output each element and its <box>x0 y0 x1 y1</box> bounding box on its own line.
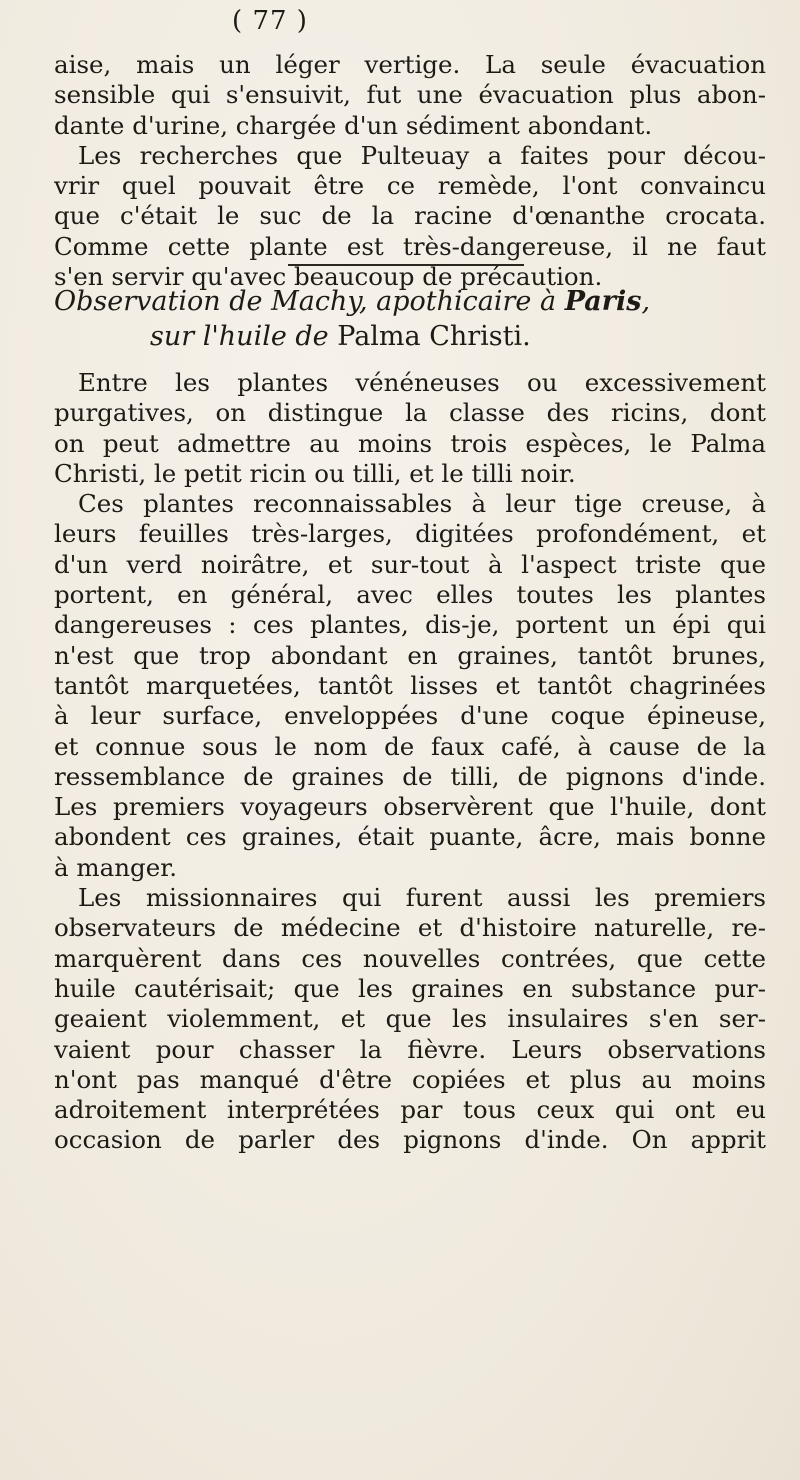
text-line: purgatives, on distingue la classe des ricins, dont <box>54 398 766 428</box>
text-line: tantôt marquetées, tantôt lisses et tantôt chagrinées <box>54 670 766 700</box>
text-line: que c'était le suc de la racine d'œnanthe crocata. <box>54 201 766 231</box>
heading-text: , <box>641 286 651 317</box>
text-line: s'en servir qu'avec beaucoup de précaution. <box>54 262 603 292</box>
text-line: portent, en général, avec elles toutes les plantes <box>54 580 766 610</box>
text-line: leurs feuilles très-larges, digitées profondément, et <box>54 519 766 549</box>
text-line: vrir quel pouvait être ce remède, l'ont convaincu <box>54 171 766 201</box>
text-line: observateurs de médecine et d'histoire naturelle, re- <box>54 913 766 943</box>
text-line: adroitement interprétées par tous ceux qui ont eu <box>54 1095 766 1125</box>
text-line: abondent ces graines, était puante, âcre, mais bonne <box>54 822 766 852</box>
text-line: et connue sous le nom de faux café, à cause de la <box>54 731 766 761</box>
body-text <box>54 368 766 1156</box>
intro-paragraph <box>54 50 766 292</box>
text-line: marquèrent dans ces nouvelles contrées, que cette <box>54 943 766 973</box>
text-line: on peut admettre au moins trois espèces, le Palma <box>54 428 766 458</box>
section-heading-line-2 <box>150 320 800 354</box>
text-line: occasion de parler des pignons d'inde. On apprit <box>54 1125 766 1155</box>
text-line: Comme cette plante est très-dangereuse, il ne faut <box>54 231 766 261</box>
text-line: aise, mais un léger vertige. La seule évacuation <box>54 50 766 79</box>
text-line: ressemblance de graines de tilli, de pignons d'inde. <box>54 761 766 791</box>
text-line: Entre les plantes vénéneuses ou excessivement <box>78 368 766 397</box>
text-line: Les premiers voyageurs observèrent que l'huile, dont <box>54 792 766 822</box>
text-line: Ces plantes reconnaissables à leur tige creuse, à <box>78 489 766 519</box>
text-line: n'ont pas manqué d'être copiées et plus au moins <box>54 1064 766 1094</box>
text-line: huile cautérisait; que les graines en substance pur- <box>54 973 766 1003</box>
page-number: ( 77 ) <box>232 6 308 36</box>
text-line: Les missionnaires qui furent aussi les premiers <box>78 883 766 913</box>
heading-author: Machy <box>271 286 359 317</box>
text-line: à leur surface, enveloppées d'une coque épineuse, <box>54 701 766 731</box>
heading-city: Paris <box>564 286 642 317</box>
text-line: sensible qui s'ensuivit, fut une évacuation plus abon- <box>54 80 766 110</box>
text-line: à manger. <box>54 852 178 882</box>
text-line: geaient violemment, et que les insulaires s'en ser- <box>54 1004 766 1034</box>
text-line: dangereuses : ces plantes, dis-je, portent un épi qui <box>54 610 766 640</box>
heading-text: sur l'huile de <box>150 321 338 352</box>
section-heading-line-1 <box>54 285 766 319</box>
heading-subject: Palma Christi. <box>337 321 531 352</box>
text-line: vaient pour chasser la fièvre. Leurs observations <box>54 1034 766 1064</box>
heading-text: , apothicaire à <box>359 286 565 317</box>
text-line: dante d'urine, chargée d'un sédiment abondant. <box>54 110 653 140</box>
text-line: Christi, le petit ricin ou tilli, et le tilli noir. <box>54 458 576 488</box>
text-line: d'un verd noirâtre, et sur-tout à l'aspect triste que <box>54 549 766 579</box>
section-divider <box>288 264 524 266</box>
text-line: n'est que trop abondant en graines, tantôt brunes, <box>54 640 766 670</box>
heading-text: Observation de <box>54 286 272 317</box>
text-line: Les recherches que Pulteuay a faites pour décou- <box>78 140 766 170</box>
